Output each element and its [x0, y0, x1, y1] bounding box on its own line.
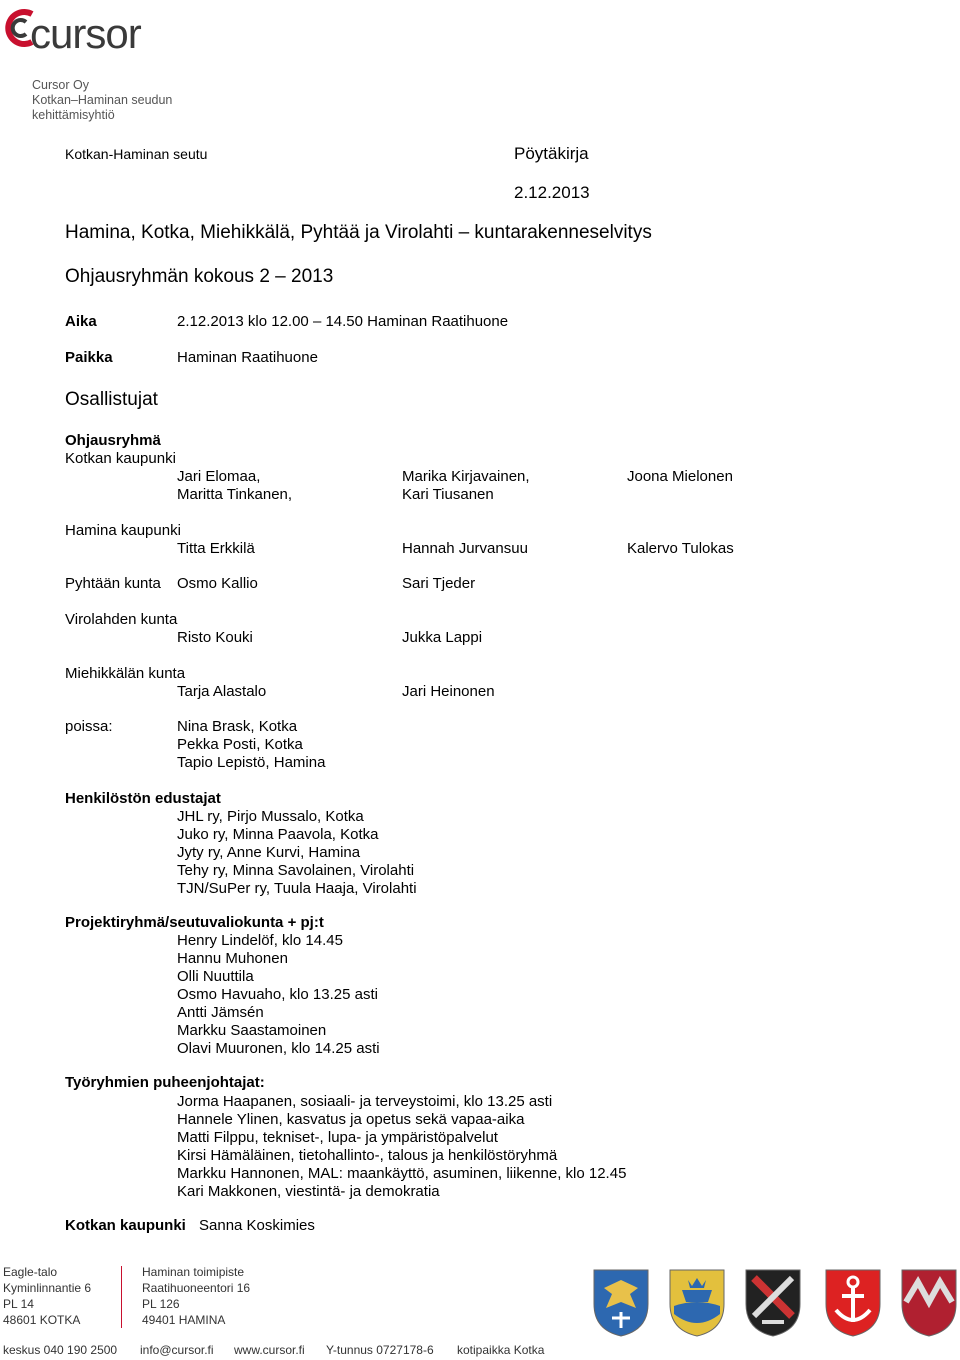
kotka-member: Joona Mielonen [627, 468, 733, 485]
time-value: 2.12.2013 klo 12.00 – 14.50 Haminan Raatihuone [177, 313, 509, 330]
absent-item: Pekka Posti, Kotka [177, 736, 303, 753]
pyhtaa-label: Pyhtään kunta [65, 575, 161, 592]
footer-address-line: 49401 HAMINA [142, 1313, 226, 1327]
miehikkala-member: Jari Heinonen [402, 683, 495, 700]
coat-of-arms-virolahti-icon [824, 1268, 882, 1338]
workgroup-item: Matti Filppu, tekniset-, lupa- ja ympäristöpalvelut [177, 1129, 498, 1146]
absent-label: poissa: [65, 718, 113, 735]
participants-heading: Osallistujat [65, 389, 158, 410]
footer-contact: info@cursor.fi [140, 1343, 214, 1357]
kotka-city-label: Kotkan kaupunki [65, 1217, 186, 1234]
virolahti-member: Jukka Lappi [402, 629, 483, 646]
hamina-member: Kalervo Tulokas [627, 540, 734, 557]
project-item: Henry Lindelöf, klo 14.45 [177, 932, 343, 949]
staff-item: JHL ry, Pirjo Mussalo, Kotka [177, 808, 364, 825]
kotka-city-name: Sanna Koskimies [199, 1217, 315, 1234]
footer-divider [121, 1266, 122, 1328]
kotka-member: Marika Kirjavainen, [402, 468, 530, 485]
staff-item: Tehy ry, Minna Savolainen, Virolahti [177, 862, 415, 879]
steering-group-heading: Ohjausryhmä [65, 432, 161, 449]
virolahti-label: Virolahden kunta [65, 611, 178, 628]
footer-address-line: Eagle-talo [3, 1265, 58, 1279]
footer-contact: kotipaikka Kotka [457, 1343, 545, 1357]
workgroup-item: Markku Hannonen, MAL: maankäyttö, asuminen, liikenne, klo 12.45 [177, 1165, 627, 1182]
coat-of-arms-hamina-icon [668, 1268, 726, 1338]
project-item: Hannu Muhonen [177, 950, 288, 967]
footer-address-line: Raatihuoneentori 16 [142, 1281, 251, 1295]
coat-of-arms-miehikkala-icon [900, 1268, 958, 1338]
project-item: Osmo Havuaho, klo 13.25 asti [177, 986, 378, 1003]
time-label: Aika [65, 313, 97, 330]
virolahti-member: Risto Kouki [177, 629, 253, 646]
footer-address-line: PL 14 [3, 1297, 34, 1311]
workgroups-heading: Työryhmien puheenjohtajat: [65, 1074, 265, 1091]
workgroup-item: Hannele Ylinen, kasvatus ja opetus sekä vapaa-aika [177, 1111, 525, 1128]
workgroup-item: Kirsi Hämäläinen, tietohallinto-, talous ja henkilöstöryhmä [177, 1147, 558, 1164]
footer-contact: keskus 040 190 2500 [3, 1343, 118, 1357]
project-item: Markku Saastamoinen [177, 1022, 327, 1039]
coat-of-arms-kotka-icon [592, 1268, 650, 1338]
footer-address-hamina [142, 1264, 250, 1328]
hamina-member: Hannah Jurvansuu [402, 540, 528, 557]
project-item: Antti Jämsén [177, 1004, 264, 1021]
org-desc-2: kehittämisyhtiö [32, 108, 115, 122]
region-label: Kotkan-Haminan seutu [65, 146, 208, 162]
doc-date: 2.12.2013 [514, 183, 590, 202]
org-desc-1: Kotkan–Haminan seudun [32, 93, 173, 107]
project-item: Olavi Muuronen, klo 14.25 asti [177, 1040, 380, 1057]
footer-contact: www.cursor.fi [234, 1343, 305, 1357]
workgroup-item: Jorma Haapanen, sosiaali- ja terveystoimi, klo 13.25 asti [177, 1093, 553, 1110]
absent-item: Nina Brask, Kotka [177, 718, 298, 735]
project-item: Olli Nuuttila [177, 968, 254, 985]
staff-item: Jyty ry, Anne Kurvi, Hamina [177, 844, 361, 861]
hamina-member: Titta Erkkilä [177, 540, 255, 557]
place-value: Haminan Raatihuone [177, 349, 318, 366]
footer-address-line: 48601 KOTKA [3, 1313, 81, 1327]
kotka-member: Kari Tiusanen [402, 486, 494, 503]
staff-item: Juko ry, Minna Paavola, Kotka [177, 826, 379, 843]
workgroup-item: Kari Makkonen, viestintä- ja demokratia [177, 1183, 440, 1200]
org-name: Cursor Oy [32, 78, 89, 92]
project-heading: Projektiryhmä/seutuvaliokunta + pj:t [65, 914, 324, 931]
doc-type: Pöytäkirja [514, 144, 589, 163]
footer-address-line: Haminan toimipiste [142, 1265, 245, 1279]
place-label: Paikka [65, 349, 113, 366]
pyhtaa-member: Osmo Kallio [177, 575, 258, 592]
footer-contact: Y-tunnus 0727178-6 [326, 1343, 434, 1357]
staff-heading: Henkilöstön edustajat [65, 790, 221, 807]
kotka-member: Maritta Tinkanen, [177, 486, 293, 503]
coat-of-arms-pyhtaa-icon [744, 1268, 802, 1338]
footer-address-line: Kyminlinnantie 6 [3, 1281, 92, 1295]
footer-address-line: PL 126 [142, 1297, 180, 1311]
cursor-logo [0, 0, 200, 65]
kotka-label: Kotkan kaupunki [65, 450, 176, 467]
staff-item: TJN/SuPer ry, Tuula Haaja, Virolahti [177, 880, 417, 897]
miehikkala-member: Tarja Alastalo [177, 683, 267, 700]
org-block [32, 78, 172, 123]
footer-address-kotka [3, 1264, 91, 1328]
logo-word: cursor [30, 10, 141, 57]
miehikkala-label: Miehikkälän kunta [65, 665, 186, 682]
page-title: Ohjausryhmän kokous 2 – 2013 [65, 266, 334, 287]
pyhtaa-member: Sari Tjeder [402, 575, 476, 592]
hamina-label: Hamina kaupunki [65, 522, 181, 539]
doc-subtitle: Hamina, Kotka, Miehikkälä, Pyhtää ja Virolahti – kuntarakenneselvitys [65, 222, 652, 243]
kotka-member: Jari Elomaa, [177, 468, 261, 485]
absent-item: Tapio Lepistö, Hamina [177, 754, 326, 771]
